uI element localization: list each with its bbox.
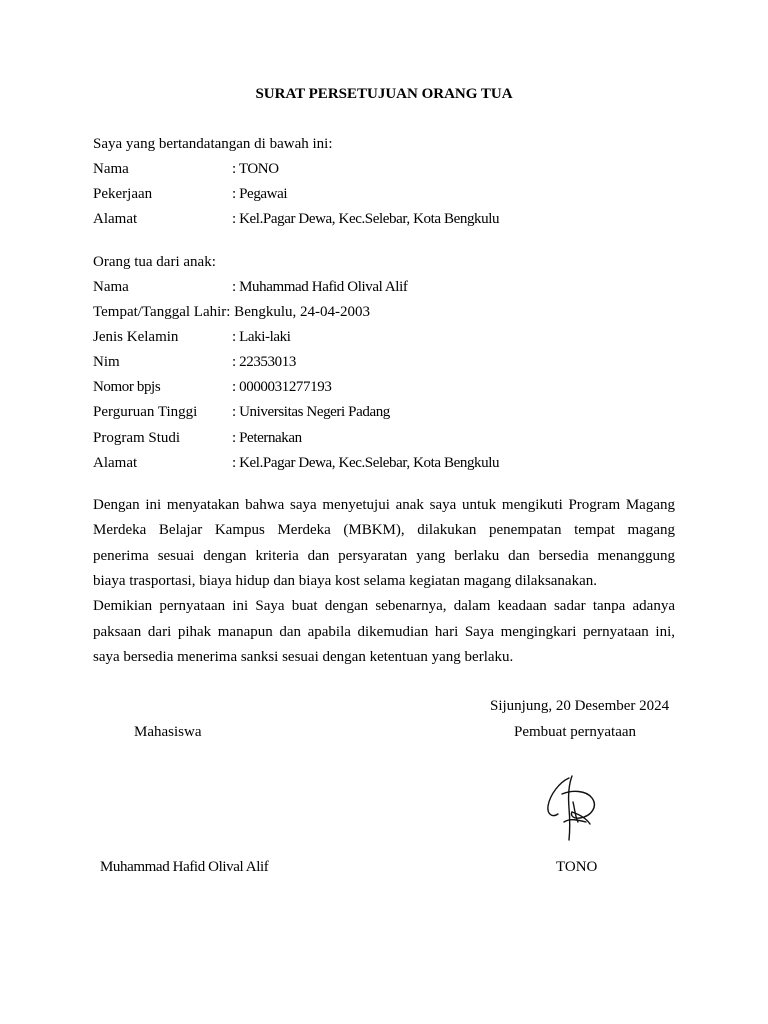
parent-name-label: Nama <box>93 161 129 177</box>
child-program-value: : Peternakan <box>232 430 302 446</box>
child-university-value: : Universitas Negeri Padang <box>232 404 390 420</box>
child-birth-value: : Bengkulu, 24-04-2003 <box>226 304 371 320</box>
intro-text: Saya yang bertandatangan di bawah ini: <box>93 136 333 152</box>
declarant-signature-title: Pembuat pernyataan <box>514 724 637 740</box>
child-birth-label: Tempat/Tanggal Lahir <box>93 304 227 320</box>
statement-line: Merdeka Belajar Kampus Merdeka (MBKM), dilakukan penempatan tempat magang <box>93 522 675 538</box>
child-address-value: : Kel.Pagar Dewa, Kec.Selebar, Kota Bengkulu <box>232 455 500 471</box>
letter-title: SURAT PERSETUJUAN ORANG TUA <box>255 86 513 102</box>
child-program-label: Program Studi <box>93 430 181 446</box>
child-gender-label: Jenis Kelamin <box>93 329 179 345</box>
child-name-value: : Muhammad Hafid Olival Alif <box>232 279 408 295</box>
parent-name-value: : TONO <box>232 161 279 177</box>
student-signature-title: Mahasiswa <box>134 724 202 740</box>
statement-line: saya bersedia menerima sanksi sesuai dengan ketentuan yang berlaku. <box>93 649 514 665</box>
statement-line: Demikian pernyataan ini Saya buat dengan sebenarnya, dalam keadaan sadar tanpa adanya <box>93 598 675 614</box>
child-university-label: Perguruan Tinggi <box>93 404 198 420</box>
statement-line: paksaan dari pihak manapun dan apabila dikemudian hari Saya mengingkari pernyataan ini, <box>93 624 675 640</box>
child-bpjs-label: Nomor bpjs <box>93 379 161 395</box>
place-date: Sijunjung, 20 Desember 2024 <box>490 698 670 714</box>
child-address-label: Alamat <box>93 455 138 471</box>
parent-job-value: : Pegawai <box>232 186 288 202</box>
statement-line: biaya trasportasi, biaya hidup dan biaya kost selama kegiatan magang dilaksanakan. <box>93 573 598 589</box>
student-name: Muhammad Hafid Olival Alif <box>100 859 269 875</box>
child-gender-value: : Laki-laki <box>232 329 291 345</box>
parent-job-label: Pekerjaan <box>93 186 153 202</box>
declarant-name: TONO <box>556 859 598 875</box>
parent-address-value: : Kel.Pagar Dewa, Kec.Selebar, Kota Bengkulu <box>232 211 500 227</box>
child-name-label: Nama <box>93 279 129 295</box>
statement-line: Dengan ini menyatakan bahwa saya menyetujui anak saya untuk mengikuti Program Magang <box>93 497 675 513</box>
handwritten-signature <box>542 772 608 844</box>
parent-address-label: Alamat <box>93 211 138 227</box>
child-intro-text: Orang tua dari anak: <box>93 254 216 270</box>
child-bpjs-value: : 0000031277193 <box>232 379 332 395</box>
child-birth-row <box>93 304 370 324</box>
statement-line: penerima sesuai dengan kriteria dan persyaratan yang berlaku dan bersedia menanggung <box>93 548 675 564</box>
child-nim-value: : 22353013 <box>232 354 296 370</box>
child-nim-label: Nim <box>93 354 120 370</box>
